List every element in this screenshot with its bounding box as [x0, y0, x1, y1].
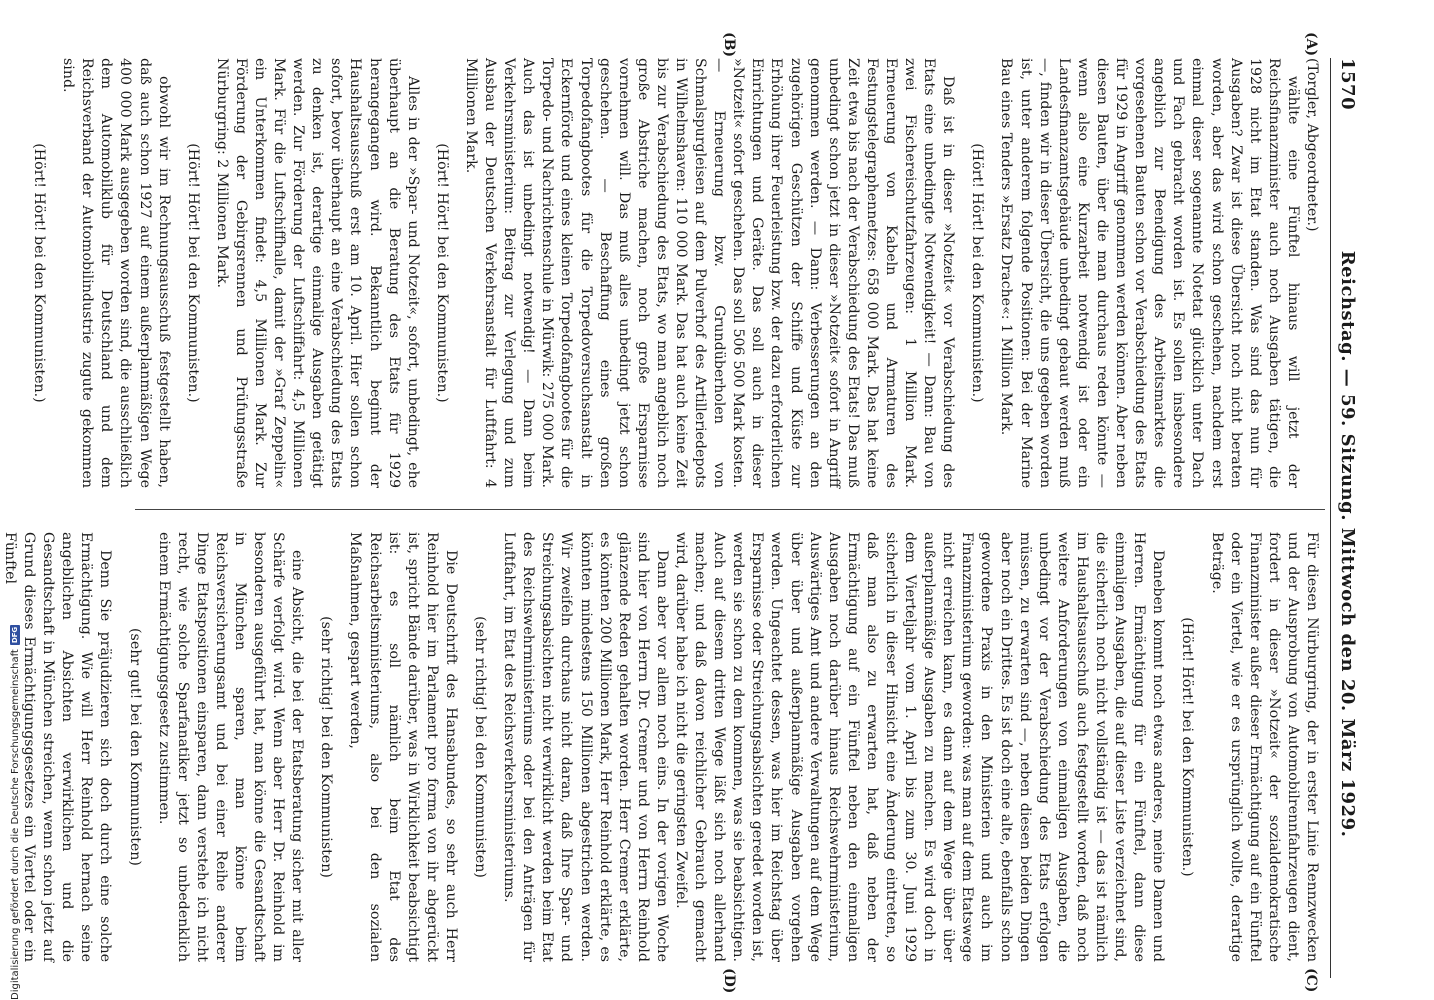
paragraph: eine Absicht, die bei der Etatsberatung sicher mit aller Schärfe verfolgt wird. Wenn aber Herr Dr. Reinhold im besonderen ausgeführt hat, man könne die Gesandtschaft in München sparen, man könne beim Reichsversicherungsamt und bei einer Reihe anderer Dinge Etatspositionen einsparen, dann verstehe ich nicht recht, wie solche Sparfanatiker jetzt so unbedenklich einem Ermächtigungsgesetz zustimmen.: [155, 532, 306, 962]
interjection: (Hört! Hört! bei den Kommunisten.): [184, 143, 201, 403]
paragraph: Für diesen Nürburgring, der in erster Linie Rennzwecken und der Ausprobung von Automobilrennfahrzeugen dient, fordert in dieser »Notzeit« der sozialdemokratische Finanzminister außer dieser Ermächtigung auf ein Fünftel oder ein Viertel, wie er es ursprünglich wollte, derartige Beträge.: [1208, 532, 1320, 962]
credit-text: Digitalisierung gefördert durch die Deutsche Forschungsgemeinschaft: [9, 649, 21, 1000]
paragraph: obwohl wir im Rechnungsausschuß festgestellt haben, daß auch schon 1927 auf einem außerplanmäßigen Wege 400 000 Mark ausgegeben worden sind, die ausschließlich dem Automobilklub für Deutschland und dem Reichsverband der Automobilindustrie zugute gekommen sind.: [60, 58, 172, 488]
interjection: (sehr richtig! bei den Kommunisten): [318, 616, 335, 878]
margin-marker-b: (B): [721, 32, 737, 58]
column-divider: [135, 509, 1325, 510]
interjection: (Hört! Hört! bei den Kommunisten.): [1179, 617, 1196, 877]
paragraph: wählte eine Fünftel hinaus will jetzt der Reichsfinanzminister auch noch Ausgaben tätigen, die 1928 nicht im Etat standen. Was sind das nun für Ausgaben? Zwar ist diese Übersicht noch nicht beraten worden, aber das wird schon geschehen, nachdem erst einmal dieser sogenannte Notetat glücklich unter Dach und Fach gebracht worden ist. Es sollen insbesondere angeblich zur Beendigung des Arbeitsmarktes die vorgesehenen Bauten schon vor Verabschiedung des Etats für 1929 in Angriff genommen werden können. Aber neben diesen Bauten, über die man durchaus reden könnte — wenn also eine Kurzarbeit notwendig ist oder ein Landesfinanzamtsgebäude unbedingt gebaut werden muß —, finden wir in dieser Übersicht, die uns gegeben worden ist, unter anderem folgende Positionen: Bei der Marine Bau eines Tenders »Ersatz Drache«: 1 Million Mark.: [998, 58, 1301, 488]
paragraph: Dann aber vor allem noch eins. In der vorigen Woche sind hier von Herrn Dr. Cremer und von Herrn Reinhold glänzende Reden gehalten worden. Herr Cremer erklärte, es könnten 200 Millionen Mark, Herr Reinhold erklärte, es könnten mindestens 150 Millionen abgestrichen werden. Wir zweifeln durchaus nicht daran, daß Ihre Spar- und Streichungsabsichten nicht verwirklicht werden beim Etat des Reichswehrministeriums oder bei den Anträgen für Luftfahrt, im Etat des Reichsverkehrsministeriums.: [501, 532, 670, 962]
margin-marker-a: (A): [1303, 32, 1319, 57]
page-header: [1337, 58, 1377, 978]
page-number: 1570: [1337, 58, 1358, 111]
margin-marker-d: (D): [721, 968, 737, 994]
paragraph: Daneben kommt noch etwas anderes, meine Damen und Herren. Ermächtigung für ein Fünftel, dann diese einmaligen Ausgaben, die auf dieser Liste verzeichnet sind, die sicherlich noch nicht vollständig ist — das ist nämlich im Haushaltsausschuß auch festgestellt worden, daß noch weitere Anforderungen von einmaligen Ausgaben, die unbedingt vor der Verabschiedung des Etats erfolgen müssen, zu erwarten sind —, neben diesen beiden Dingen aber noch ein Drittes. Es ist doch eine alte, ebenfalls schon gewordene Praxis in den Ministerien und auch im Finanzministerium geworden: was man auf dem Etatswege nicht erreichen kann, es dann auf dem Wege über über außerplanmäßige Ausgaben zu machen. Es wird doch in dem Vierteljahr vom 1. April bis zum 30. Juni 1929 sicherlich in dieser Hinsicht eine Änderung eintreten, so daß man also zu erwarten hat, daß neben der Ermächtigung auf ein Fünftel neben den einmaligen Ausgaben noch darüber hinaus Reichswehrministerium, Auswärtiges Amt und andere Verwaltungen auf dem Wege über über und außerplanmäßige Ausgaben vorgehen werden. Ungeachtet dessen, was hier im Reichstag über Ersparnisse oder Streichungsabsichten geredet worden ist, werden sie schon zu dem kommen, was sie beabsichtigen. Auch auf diesem dritten Wege läßt sich noch allerhand machen; und daß davon reichlicher Gebrauch gemacht wird, darüber habe ich nicht die geringsten Zweifel.: [673, 532, 1167, 962]
interjection: (sehr richtig! bei den Kommunisten): [472, 616, 489, 878]
interjection: (Hört! Hört! bei den Kommunisten.): [31, 143, 48, 403]
paragraph: Alles in der »Spar- und Notzeit«, sofort, unbedingt, ehe überhaupt an die Beratung des Etats für 1929 herangegangen wird. Bekanntlich beginnt der Haushaltsausschuß erst am 10. April. Hier sollen schon sofort, bevor überhaupt an eine Verabschiedung des Etats zu denken ist, derartige einmalige Ausgaben getätigt werden. Zur Förderung der Luftschiffahrt: 4,5 Millionen Mark. Für die Luftschiffhalle, damit der »Graf Zeppelin« ein Unterkommen findet: 4,5 Millionen Mark. Zur Förderung der Gebirgsrennen und Prüfungsstraße Nürburgring: 2 Millionen Mark.: [213, 58, 421, 488]
interjection: (Hört! Hört! bei den Kommunisten.): [969, 143, 986, 403]
margin-marker-c: (C): [1303, 968, 1319, 993]
digitization-credit: [6, 626, 24, 1000]
dfg-logo: DFG: [11, 626, 19, 644]
paragraph: Denn Sie präjudizieren sich doch durch eine solche Ermächtigung. Wie will Herr Reinhold hernach seine angeblichen Absichten verwirklichen und die Gesandtschaft in München streichen, wenn schon jetzt auf Grund dieses Ermächtigungsgesetzes ein Viertel oder ein Fünftel: [2, 532, 114, 962]
paragraph: Die Deutschrift des Hansabundes, so sehr auch Herr Reinhold hier im Parlament pro forma von ihr abgerückt ist, spricht Bände darüber, was in Wirklichkeit beabsichtigt ist: es soll nämlich beim Etat des Reichsarbeitsministeriums, also bei den sozialen Maßnahmen, gespart werden,: [347, 532, 459, 962]
header-rule: [1330, 58, 1331, 978]
interjection: (Hört! Hört! bei den Kommunisten.): [433, 143, 450, 403]
page-title: Reichstag. — 59. Sitzung. Mittwoch den 20. März 1929.: [1337, 250, 1358, 838]
interjection: (sehr gut! bei den Kommunisten): [126, 628, 143, 866]
paragraph: Daß ist in dieser »Notzeit« vor Verabschiedung des Etats eine unbedingte Notwendigkeit! — Dann: Bau von zwei Fischereischutzfahrzeugen: 1 Million Mark. Erneuerung von Kabeln und Armaturen des Festungstelegraphennetzes: 658 000 Mark. Das hat keine Zeit etwa bis nach der Verabschiedung des Etats! Das muß unbedingt schon jetzt in dieser »Notzeit« sofort in Angriff genommen werden. — Dann: Verbesserungen an den zugehörigen Geschützen der Schiffe und Küste zur Erhöhung ihrer Feuerleistung bzw. der dazu erforderlichen Einrichtungen und Geräte. Das soll auch in dieser »Notzeit« sofort geschehen. Das soll 506 500 Mark kosten. — Erneuerung bzw. Grundüberholen von Schmalspurgleisen auf dem Pulverhof des Artilleriedepots in Wilhelmshaven: 110 000 Mark. Das hat auch keine Zeit bis zur Verabschiedung des Etats, wo man angeblich noch große Abstriche machen, noch große Ersparnisse vornehmen will. Das muß alles unbedingt jetzt schon geschehen. — Beschaffung eines großen Torpedofangbootes für die Torpedoversuchsanstalt in Eckernförde und eines kleinen Torpedofangbootes für die Torpedo- und Nachrichtenschule in Mürwik: 275 000 Mark. Auch das ist unbedingt notwendig! — Dann beim Verkehrsministerium: Beitrag zur Verlegung und zum Ausbau der Deutschen Verkehrsanstalt für Luftfahrt: 4 Millionen Mark.: [462, 58, 957, 488]
left-column: [31, 58, 1321, 488]
speaker-label: (Torgler, Abgeordneter.): [1304, 58, 1320, 232]
